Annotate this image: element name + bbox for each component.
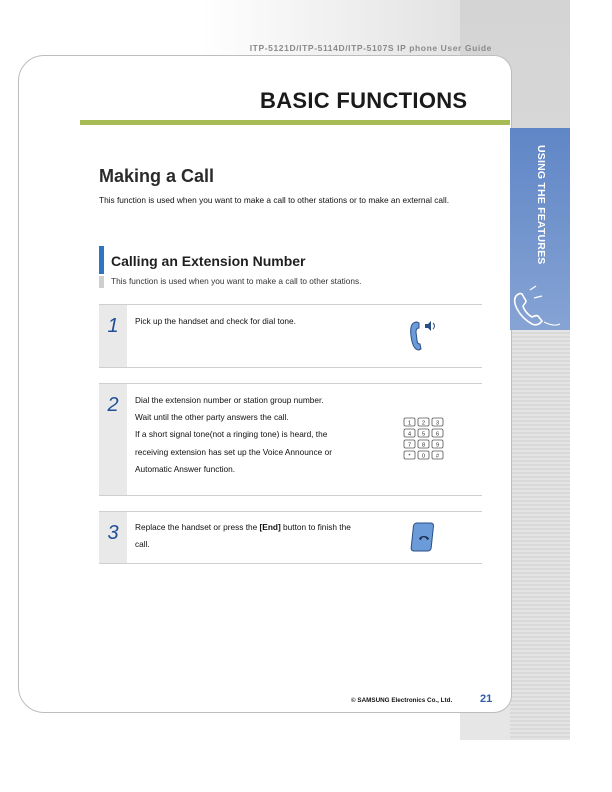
keypad-key [418, 429, 429, 437]
keypad-icon [402, 416, 448, 464]
keypad-key-label: 2 [421, 420, 426, 427]
subintro-text: This function is used when you want to make a call to other stations. [111, 276, 362, 286]
subheading-marker [99, 246, 104, 274]
keypad-key [418, 440, 429, 448]
keypad-key [432, 429, 443, 437]
step-text [135, 313, 365, 330]
step-text [135, 392, 355, 478]
keypad-key [418, 451, 429, 459]
step-number: 2 [107, 394, 119, 416]
step-line: Wait until the other party answers the call. [135, 412, 289, 423]
step-number: 3 [107, 522, 119, 544]
subheading: Calling an Extension Number [111, 253, 306, 269]
page-heading: Making a Call [99, 166, 215, 186]
keypad-key-label: 3 [435, 420, 440, 427]
page-number: 21 [480, 693, 493, 705]
intro-text: This function is used when you want to make a call to other stations or to make an external call. [99, 195, 450, 205]
keypad-key [432, 418, 443, 426]
section-title: BASIC FUNCTIONS [260, 88, 468, 113]
keypad-key-label: 9 [435, 442, 440, 449]
handset-dial-tone-icon [407, 316, 441, 356]
keypad-key-label: 8 [421, 442, 426, 449]
step-line-part: button to finish the call. [135, 522, 351, 550]
step-line-part: Replace the handset or press the [135, 522, 260, 532]
step-line [135, 519, 365, 553]
keypad-key [432, 451, 443, 459]
keypad-key-label: # [435, 453, 440, 460]
keypad-key-label: 7 [407, 442, 412, 449]
copyright: © SAMSUNG Electronics Co., Ltd. [351, 697, 453, 704]
end-key-label: [End] [259, 522, 281, 532]
step-line: Pick up the handset and check for dial tone. [135, 316, 296, 326]
step-line: Dial the extension number or station group number. [135, 395, 324, 405]
guide-title: ITP-5121D/ITP-5114D/ITP-5107S IP phone User Guide [249, 43, 492, 53]
keypad-key [404, 418, 415, 426]
right-margin-texture [510, 330, 570, 740]
keypad-key-label: * [408, 453, 411, 460]
keypad-key-label: 1 [407, 420, 412, 427]
keypad-key-label: 6 [435, 431, 440, 438]
side-tab-label: USING THE FEATURES [535, 145, 547, 265]
keypad-key-label: 0 [421, 453, 426, 460]
step-row [99, 511, 482, 564]
section-underline [80, 120, 510, 125]
subintro-marker [99, 276, 104, 288]
keypad-key-label: 4 [407, 431, 412, 438]
keypad-key [404, 440, 415, 448]
step-number: 1 [107, 315, 119, 337]
step-row [99, 383, 482, 496]
keypad-key [404, 451, 415, 459]
keypad-key [404, 429, 415, 437]
step-row [99, 304, 482, 368]
step-line: If a short signal tone(not a ringing tone) is heard, the receiving extension has set up the Voice Announce or Automatic Answer function. [135, 429, 332, 474]
step-text [135, 519, 365, 553]
keypad-key [418, 418, 429, 426]
end-button-icon [410, 521, 438, 553]
keypad-key-label: 5 [421, 431, 426, 438]
keypad-key [432, 440, 443, 448]
telephone-handset-icon [510, 282, 570, 330]
